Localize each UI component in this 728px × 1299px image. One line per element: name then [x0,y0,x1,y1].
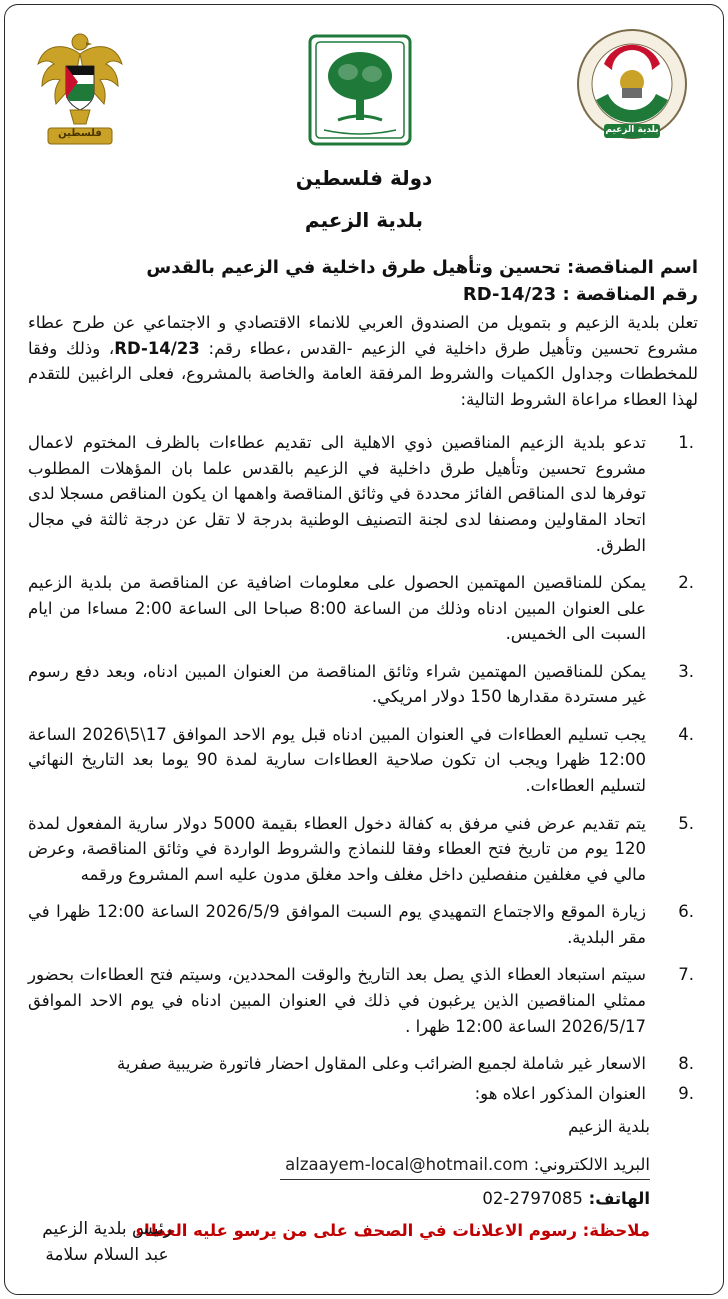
palestine-eagle-emblem-icon [34,24,126,152]
intro-paragraph [28,310,698,412]
address-name: بلدية الزعيم [568,1117,650,1137]
list-item [28,722,698,799]
conditions-list [28,430,698,1106]
item-text: يمكن للمناقصين المهتمين الحصول على معلومات اضافية عن المناقصة من بلدية الزعيم على العنوان المبين ادناه وذلك من الساعة 8:00 صباحا الى الساعة 2:00 مساءا من ايام السبت الى الخميس. [28,573,646,644]
list-item [28,1081,698,1107]
list-item [28,659,698,710]
list-item [28,962,698,1039]
email-label: البريد الالكتروني: [528,1154,650,1174]
signature-title: رئيس بلدية الزعيم [42,1219,172,1239]
list-item [28,1051,698,1077]
signature-block [12,1216,202,1269]
announcement-body [28,254,698,1243]
email-line [28,1152,650,1178]
emblem-caption: فلسطين [58,128,102,139]
list-item [28,811,698,888]
phone-number: 02-2797085 [482,1189,583,1209]
signature-name: عبد السلام سلامة [45,1245,169,1266]
tender-name: اسم المناقصة: تحسين وتأهيل طرق داخلية في الزعيم بالقدس [146,257,698,278]
item-number: 8. [678,1054,694,1074]
item-text: سيتم استبعاد العطاء الذي يصل بعد التاريخ والوقت المحددين، وسيتم فتح العطاءات بحضور ممثلي المناقصين الذين يرغبون في ذلك في العنوان المبين ادناه في يوم الاحد الموافق 2026/5/17 الساعة 12:00 ظهرا . [28,965,646,1036]
phone-line [28,1186,650,1212]
item-number: 9. [678,1083,694,1103]
list-item [28,430,698,558]
item-text: يتم تقديم عرض فني مرفق به كفالة دخول العطاء بقيمة 5000 دولار سارية المفعول لمدة 120 يوم من تاريخ فتح العطاء وفقا للنماذج والشروط الواردة في وثائق المناقصة، وعرض مالي في مغلفين منفصلين داخل مغلف واحد مغلق مدون عليه اسم المشروع ورقمه [28,813,646,884]
item-text: يجب تسليم العطاءات في العنوان المبين ادناه قبل يوم الاحد الموافق 17\5\2026 الساعة 12:00 ظهرا ويجب ان تكون صلاحية العطاءات سارية لمدة 90 يوما بعد التاريخ النهائي لتسليم العطاءات. [28,724,647,795]
state-heading: دولة فلسطين [295,166,433,190]
phone-label: الهاتف: [582,1189,650,1209]
item-number: 4. [678,724,694,744]
al-zaayem-municipality-seal-icon [574,24,690,148]
fees-note: ملاحظة: رسوم الاعلانات في الصحف على من يرسو عليه العطاء [135,1220,650,1240]
item-number: 3. [678,661,694,681]
item-number: 5. [678,813,694,833]
municipality-heading: بلدية الزعيم [304,208,424,232]
intro-part1: تعلن بلدية الزعيم و بتمويل من الصندوق العربي للانماء الاقتصادي و الاجتماعي عن طرح عطاء مشروع تحسين وتأهيل طرق داخلية في الزعيم -القدس ،عطاء رقم: [28,313,698,358]
arab-fund-tree-logo-icon [308,34,412,146]
email-underline [280,1179,650,1180]
email-link[interactable]: alzaayem-local@hotmail.com [285,1154,529,1174]
item-number: 7. [678,965,694,985]
item-text: زيارة الموقع والاجتماع التمهيدي يوم السبت الموافق 2026/5/9 الساعة 12:00 ظهرا في مقر البلدية. [28,902,646,947]
item-number: 1. [678,433,694,453]
item-number: 2. [678,573,694,593]
intro-tender-ref: 23/RD-14 [114,338,200,358]
list-item [28,570,698,647]
item-text: يمكن للمناقصين المهتمين شراء وثائق المناقصة من العنوان المبين ادناه، وبعد دفع رسوم غير مستردة مقدارها 150 دولار امريكي. [28,661,646,707]
item-text: العنوان المذكور اعلاه هو: [474,1083,646,1103]
item-number: 6. [678,902,694,922]
item-text: الاسعار غير شاملة لجميع الضرائب وعلى المقاول احضار فاتورة ضريبية صفرية [117,1054,646,1074]
list-item [28,899,698,950]
intro-part2: ، وذلك وفقا للمخططات وجداول الكميات والشروط المرفقة العامة والخاصة بالمشروع، فعلى الراغبين للتقدم لهذا العطاء مراعاة الشروط التالية: [28,338,698,409]
item-text: تدعو بلدية الزعيم المناقصين ذوي الاهلية الى تقديم عطاءات بالظرف المختوم لاعمال مشروع تحسين وتأهيل طرق داخلية في الزعيم بالقدس علما بان المؤهلات المطلوب توفرها لدى المناقص الفائز محددة في وثائق المناقصة واهمها ان يكون المناقص مسجلا لدى اتحاد المقاولين ومصنفا لدى لجنة التصنيف الوطنية بدرجة لا تقل عن درجة ثالثة في مجال الطرق. [28,433,646,555]
tender-number: رقم المناقصة : 23/RD-14 [462,284,698,305]
seal-caption: بلدية الزعيم [605,125,659,135]
